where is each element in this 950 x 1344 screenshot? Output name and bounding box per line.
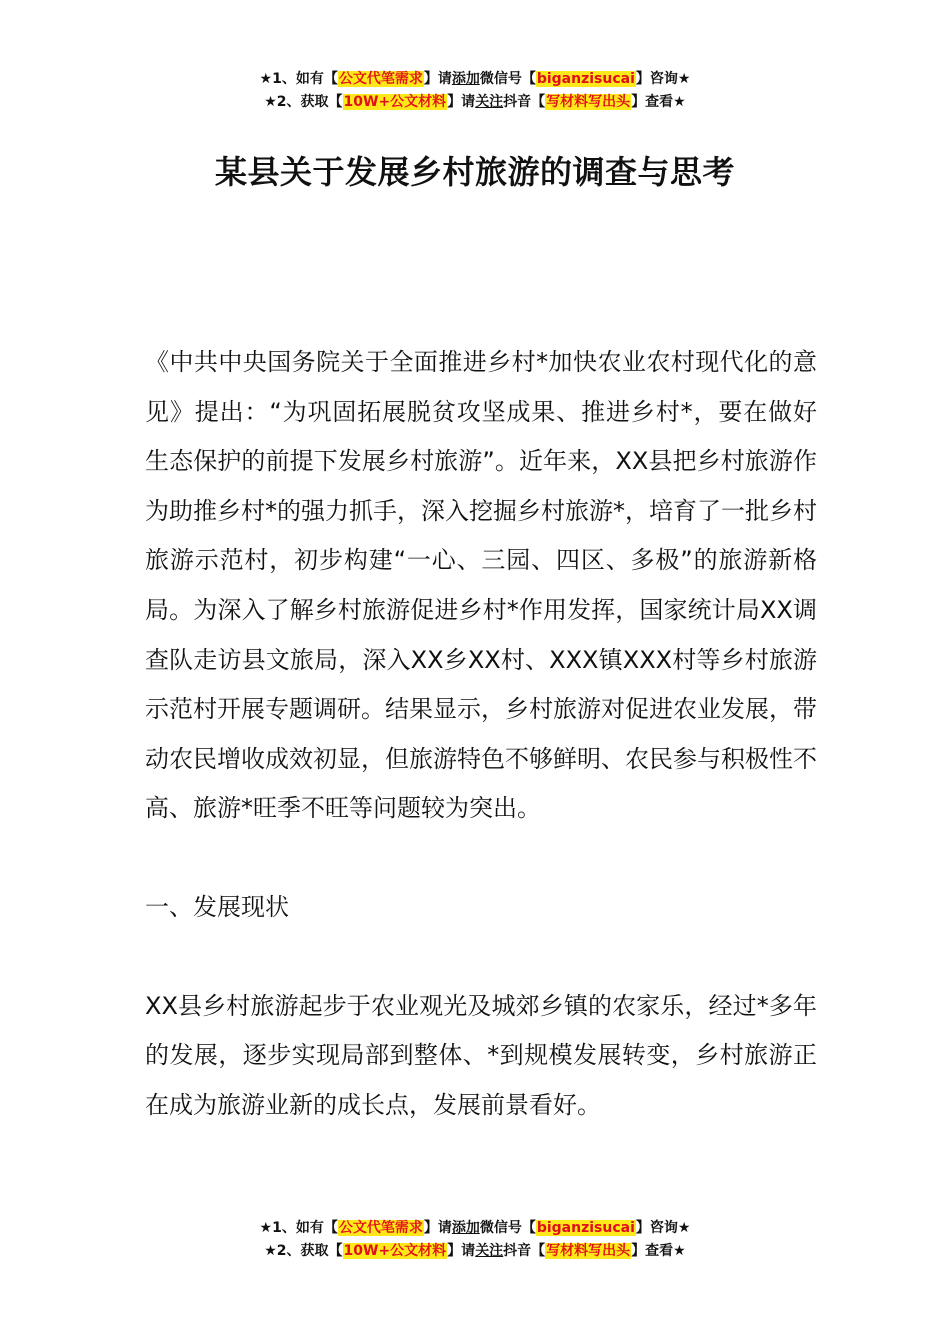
promo-line-1-underlined: 添加 (451, 71, 480, 87)
promo-line-2-underlined: 关注 (475, 1243, 504, 1259)
promo-line-1-highlight-service: 公文代笔需求 (338, 71, 423, 87)
promo-line-2-highlight-douyin: 写材料写出头 (546, 94, 631, 110)
promo-line-1-text: 】请 (423, 1220, 452, 1236)
section-heading: 一、发展现状 (145, 892, 289, 921)
promo-line-2-text-2: 抖音【 (503, 94, 546, 110)
promo-line-1-highlight-wechat: biganzisucai (536, 71, 635, 87)
promo-line-2-text: 】请 (447, 1243, 476, 1259)
promo-line-2-text: 】请 (447, 94, 476, 110)
promo-line-2-suffix: 】查看★ (631, 1243, 686, 1259)
footer-promo-banner (0, 1217, 950, 1263)
promo-line-1-suffix: 】咨询★ (635, 71, 691, 87)
document-title: 某县关于发展乡村旅游的调查与思考 (214, 153, 735, 191)
promo-line-1-text: 】请 (423, 71, 452, 87)
promo-line-1 (0, 1217, 950, 1240)
promo-line-1-suffix: 】咨询★ (635, 1220, 691, 1236)
promo-line-2 (0, 91, 950, 114)
header-promo-banner (0, 68, 950, 114)
promo-line-2-highlight-douyin: 写材料写出头 (546, 1243, 631, 1259)
promo-line-2-prefix: ★2、获取【 (264, 1243, 343, 1259)
section-paragraph: XX县乡村旅游起步于农业观光及城郊乡镇的农家乐，经过*多年的发展，逐步实现局部到整体、*到规模发展转变，乡村旅游正在成为旅游业新的成长点，发展前景看好。 (145, 991, 817, 1119)
promo-line-1-prefix: ★1、如有【 (259, 1220, 338, 1236)
promo-line-2 (0, 1240, 950, 1263)
promo-line-1 (0, 68, 950, 91)
promo-line-2-highlight-materials: 10W+公文材料 (343, 94, 447, 110)
promo-line-2-underlined: 关注 (475, 94, 504, 110)
promo-line-1-prefix: ★1、如有【 (259, 71, 338, 87)
promo-line-1-text-2: 微信号【 (479, 71, 536, 87)
intro-paragraph: 《中共中央国务院关于全面推进乡村*加快农业农村现代化的意见》提出：“为巩固拓展脱贫攻坚成果、推进乡村*，要在做好生态保护的前提下发展乡村旅游”。近年来，XX县把乡村旅游作为助推乡村*的强力抓手，深入挖掘乡村旅游*，培育了一批乡村旅游示范村，初步构建“一心、三园、四区、多极”的旅游新格局。为深入了解乡村旅游促进乡村*作用发挥，国家统计局XX调查队走访县文旅局，深入XX乡XX村、XXX镇XXX村等乡村旅游示范村开展专题调研。结果显示，乡村旅游对促进农业发展，带动农民增收成效初显，但旅游特色不够鲜明、农民参与积极性不高、旅游*旺季不旺等问题较为突出。 (145, 348, 817, 823)
promo-line-2-suffix: 】查看★ (631, 94, 686, 110)
promo-line-1-underlined: 添加 (451, 1220, 480, 1236)
promo-line-2-prefix: ★2、获取【 (264, 94, 343, 110)
promo-line-2-highlight-materials: 10W+公文材料 (343, 1243, 447, 1259)
promo-line-1-text-2: 微信号【 (479, 1220, 536, 1236)
promo-line-1-highlight-wechat: biganzisucai (536, 1220, 635, 1236)
promo-line-1-highlight-service: 公文代笔需求 (338, 1220, 423, 1236)
document-body (145, 338, 817, 1130)
promo-line-2-text-2: 抖音【 (503, 1243, 546, 1259)
